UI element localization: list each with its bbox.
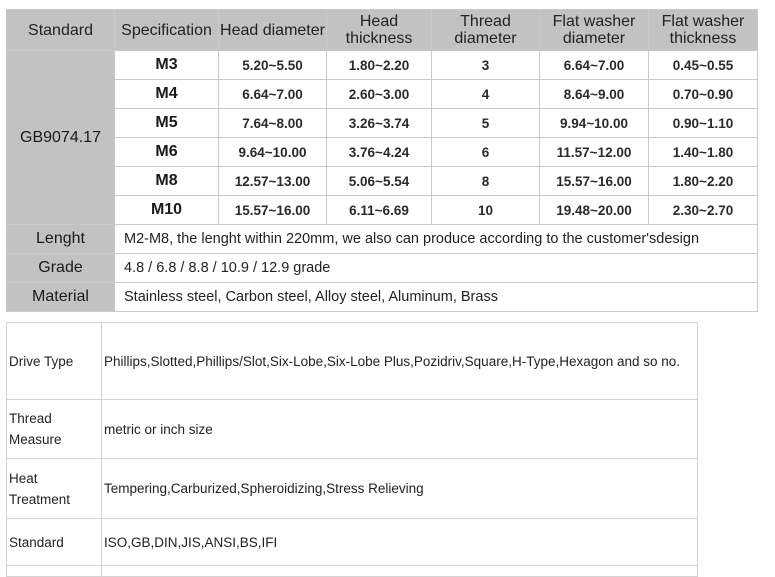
standard-label: Standard: [7, 519, 102, 566]
head-thickness-value: 5.06~5.54: [327, 167, 432, 196]
spec-table: [6, 9, 758, 312]
drive-type-label: Drive Type: [7, 323, 102, 400]
standard-code: GB9074.17: [7, 51, 115, 225]
empty-cell: [7, 566, 102, 577]
washer-diameter-value: 15.57~16.00: [540, 167, 649, 196]
washer-thickness-value: 0.45~0.55: [649, 51, 758, 80]
header-specification: Specification: [115, 10, 219, 51]
table-row: [7, 80, 758, 109]
drive-type-value: Phillips,Slotted,Phillips/Slot,Six-Lobe,Six-Lobe Plus,Pozidriv,Square,H-Type,Hexagon and so no.: [102, 323, 698, 400]
heat-treatment-value: Tempering,Carburized,Spheroidizing,Stress Relieving: [102, 459, 698, 519]
spec-size: M6: [115, 138, 219, 167]
grade-label: Grade: [7, 254, 115, 283]
grade-row: [7, 254, 758, 283]
header-washer-thickness: Flat washer thickness: [649, 10, 758, 51]
washer-thickness-value: 1.40~1.80: [649, 138, 758, 167]
empty-cell: [102, 566, 698, 577]
length-label: Lenght: [7, 225, 115, 254]
washer-diameter-value: 19.48~20.00: [540, 196, 649, 225]
attribute-row: [7, 566, 698, 577]
thread-diameter-value: 10: [432, 196, 540, 225]
thread-diameter-value: 3: [432, 51, 540, 80]
head-thickness-value: 3.26~3.74: [327, 109, 432, 138]
washer-diameter-value: 9.94~10.00: [540, 109, 649, 138]
table-row: [7, 51, 758, 80]
spec-size: M10: [115, 196, 219, 225]
table-row: [7, 167, 758, 196]
thread-measure-label: Thread Measure: [7, 400, 102, 459]
spec-size: M8: [115, 167, 219, 196]
attribute-row: [7, 459, 698, 519]
head-diameter-value: 6.64~7.00: [219, 80, 327, 109]
header-thread-diameter: Thread diameter: [432, 10, 540, 51]
head-thickness-value: 3.76~4.24: [327, 138, 432, 167]
header-head-thickness: Head thickness: [327, 10, 432, 51]
head-thickness-value: 6.11~6.69: [327, 196, 432, 225]
head-diameter-value: 12.57~13.00: [219, 167, 327, 196]
table-row: [7, 196, 758, 225]
head-diameter-value: 9.64~10.00: [219, 138, 327, 167]
material-value: Stainless steel, Carbon steel, Alloy steel, Aluminum, Brass: [115, 283, 758, 312]
material-row: [7, 283, 758, 312]
spec-size: M3: [115, 51, 219, 80]
header-head-diameter: Head diameter: [219, 10, 327, 51]
length-value: M2-M8, the lenght within 220mm, we also can produce according to the customer'sdesign: [115, 225, 758, 254]
thread-diameter-value: 6: [432, 138, 540, 167]
thread-diameter-value: 4: [432, 80, 540, 109]
washer-diameter-value: 6.64~7.00: [540, 51, 649, 80]
head-diameter-value: 7.64~8.00: [219, 109, 327, 138]
standard-value: ISO,GB,DIN,JIS,ANSI,BS,IFI: [102, 519, 698, 566]
head-thickness-value: 1.80~2.20: [327, 51, 432, 80]
head-diameter-value: 5.20~5.50: [219, 51, 327, 80]
thread-measure-value: metric or inch size: [102, 400, 698, 459]
heat-treatment-label: Heat Treatment: [7, 459, 102, 519]
spec-size: M4: [115, 80, 219, 109]
spec-size: M5: [115, 109, 219, 138]
attribute-row: [7, 519, 698, 566]
washer-thickness-value: 0.90~1.10: [649, 109, 758, 138]
washer-thickness-value: 0.70~0.90: [649, 80, 758, 109]
attribute-table: [6, 322, 698, 577]
washer-diameter-value: 11.57~12.00: [540, 138, 649, 167]
spec-header-row: [7, 10, 758, 51]
head-diameter-value: 15.57~16.00: [219, 196, 327, 225]
washer-thickness-value: 2.30~2.70: [649, 196, 758, 225]
thread-diameter-value: 5: [432, 109, 540, 138]
attribute-row: [7, 400, 698, 459]
thread-diameter-value: 8: [432, 167, 540, 196]
washer-diameter-value: 8.64~9.00: [540, 80, 649, 109]
grade-value: 4.8 / 6.8 / 8.8 / 10.9 / 12.9 grade: [115, 254, 758, 283]
header-washer-diameter: Flat washer diameter: [540, 10, 649, 51]
table-row: [7, 109, 758, 138]
material-label: Material: [7, 283, 115, 312]
table-row: [7, 138, 758, 167]
length-row: [7, 225, 758, 254]
washer-thickness-value: 1.80~2.20: [649, 167, 758, 196]
head-thickness-value: 2.60~3.00: [327, 80, 432, 109]
attribute-row: [7, 323, 698, 400]
header-standard: Standard: [7, 10, 115, 51]
